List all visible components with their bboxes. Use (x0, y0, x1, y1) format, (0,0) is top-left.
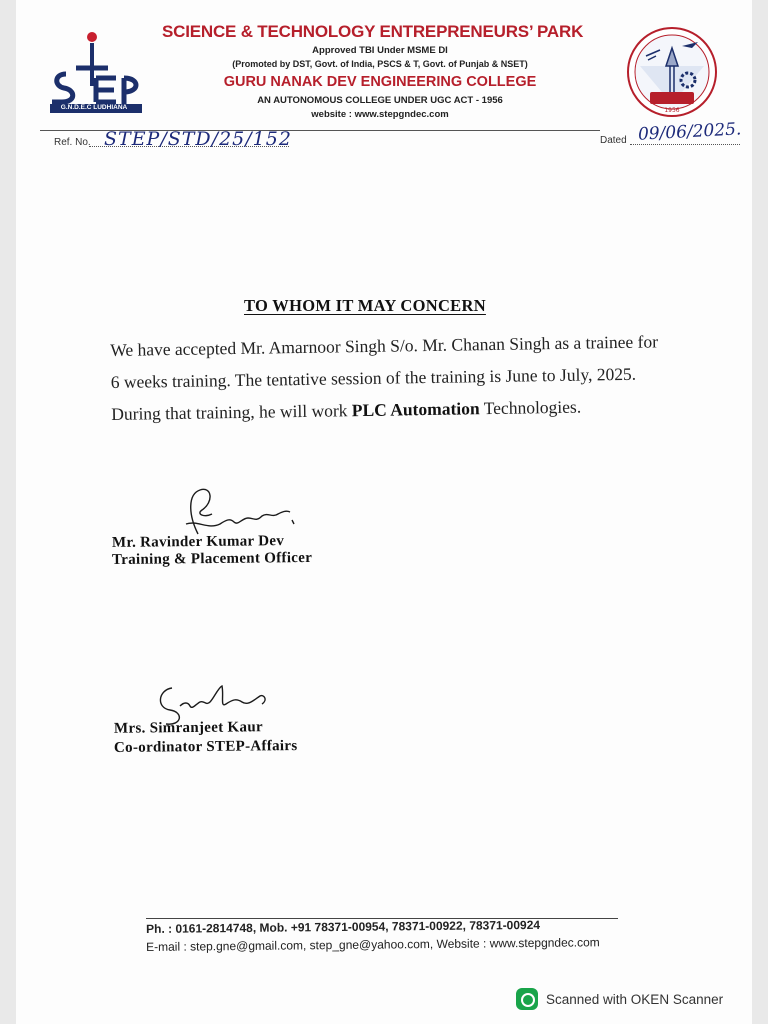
signatory-1-name: Mr. Ravinder Kumar Dev (111, 533, 285, 551)
para-bold-text: PLC Automation (351, 398, 480, 421)
seal-year: 1956 (664, 107, 680, 114)
step-logo-icon (46, 30, 146, 114)
approved-line: Approved TBI Under MSME DI (312, 45, 448, 56)
signatory-1-title: Training & Placement Officer (111, 549, 313, 569)
park-title: SCIENCE & TECHNOLOGY ENTREPRENEURS’ PARK (162, 22, 584, 41)
signatory-2-title: Co-ordinator STEP-Affairs (113, 738, 298, 756)
website-line: website : www.stepgndec.com (311, 109, 449, 120)
scanner-text: Scanned with OKEN Scanner (546, 991, 724, 1007)
autonomous-line: AN AUTONOMOUS COLLEGE UNDER UGC ACT - 1956 (257, 95, 503, 106)
signatory-2-name: Mrs. Simranjeet Kaur (113, 719, 263, 737)
concern-heading: TO WHOM IT MAY CONCERN (244, 296, 486, 315)
ref-number: STEP/STD/25/152 (104, 128, 292, 150)
letter-page (16, 0, 752, 1024)
para-text-2: Technologies. (479, 396, 582, 419)
date-label: Dated (600, 135, 627, 146)
footer-phone: Ph. : 0161-2814748, Mob. +91 78371-00954, 78371-00922, 78371-00924 (146, 917, 541, 936)
promoted-line: (Promoted by DST, Govt. of India, PSCS & T, Govt. of Punjab & NSET) (232, 59, 528, 69)
ref-label: Ref. No. (54, 137, 91, 148)
oken-scanner-icon (516, 988, 538, 1010)
college-name: GURU NANAK DEV ENGINEERING COLLEGE (223, 74, 537, 90)
body-paragraph (110, 325, 671, 430)
date-value: 09/06/2025. (637, 119, 742, 145)
scanner-watermark (516, 988, 723, 1010)
college-seal-icon (626, 26, 718, 118)
footer-email: E-mail : step.gne@gmail.com, step_gne@yahoo.com, Website : www.stepgndec.com (146, 935, 600, 954)
logo-caption: G.N.D.E.C LUDHIANA (60, 104, 128, 111)
para-text-1: We have accepted Mr. Amarnoor Singh S/o. Mr. Chanan Singh as a trainee for 6 weeks training. The tentative session of the training is June to July, 2025. During that training, he will work (110, 331, 659, 424)
